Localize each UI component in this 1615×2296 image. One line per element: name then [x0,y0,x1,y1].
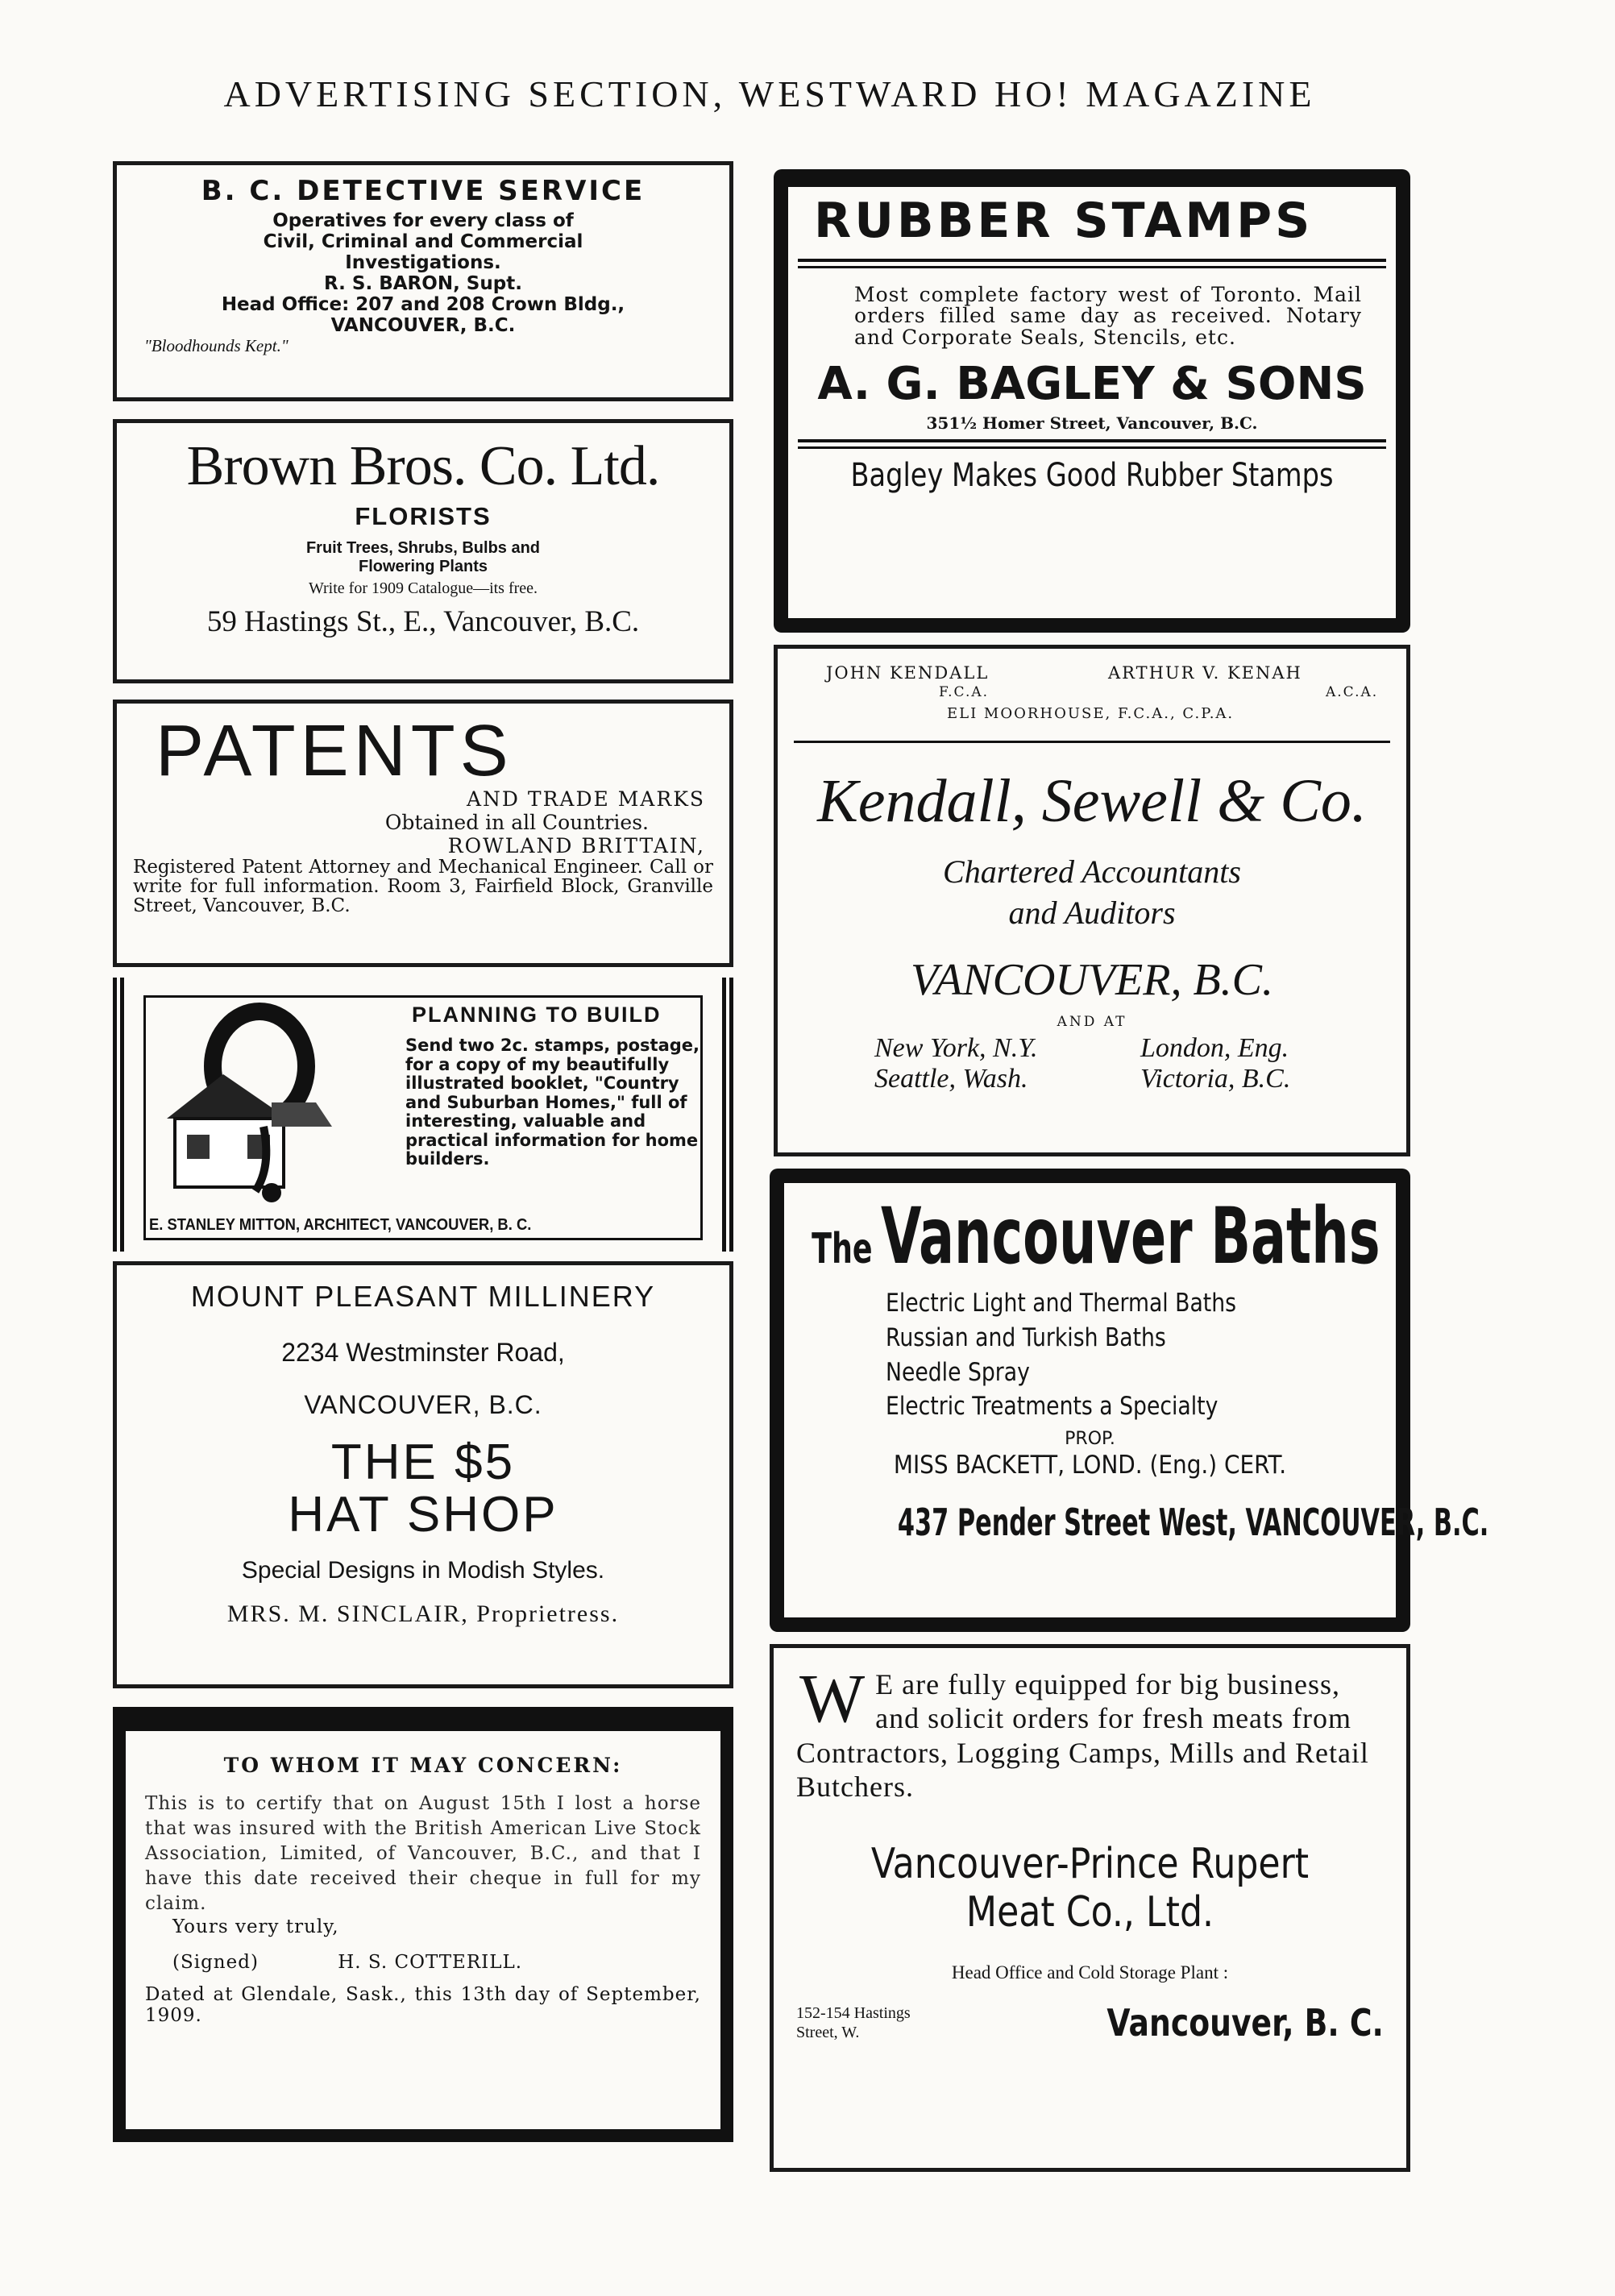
ad-address: 2234 Westminster Road, [281,1338,565,1367]
office-location: Seattle, Wash. [874,1064,1028,1094]
ad-company: A. G. BAGLEY & SONS [817,357,1367,410]
baths-service: Electric Light and Thermal Baths [886,1289,1237,1318]
ad-vancouver-baths [770,1169,1489,1632]
ad-text: Obtained in all Countries. [384,811,649,834]
street-address: Street, W. [796,2023,860,2041]
ad-text: Write for 1909 Catalogue—its free. [308,579,538,597]
ad-title: B. C. DETECTIVE SERVICE [201,175,646,207]
dropcap: W [799,1659,866,1737]
ad-headline: THE $5 [330,1434,516,1490]
ad-address: 59 Hastings St., E., Vancouver, B.C. [206,605,640,638]
ad-meat-company [770,1644,1410,2172]
ad-to-whom-it-may-concern [113,1707,733,2142]
baths-proprietor: MISS BACKETT, LOND. (Eng.) CERT. [893,1451,1287,1480]
ad-footer: E. STANLEY MITTON, ARCHITECT, VANCOUVER, B. C. [149,1216,532,1234]
ad-tagline: "Bloodhounds Kept." [144,336,289,355]
ad-tagline: Special Designs in Modish Styles. [241,1557,605,1584]
ad-body: for fresh meats from Contractors, Logging Camps, Mills and Retail Butchers. [796,1702,1369,1804]
partner-name: ELI MOORHOUSE, F.C.A., C.P.A. [947,705,1235,722]
ad-tagline: Bagley Makes Good Rubber Stamps [850,456,1334,494]
ad-rubber-stamps [774,169,1410,633]
ad-title: TO WHOM IT MAY CONCERN: [223,1754,623,1777]
ad-signed: (Signed) [172,1952,259,1974]
firm-city: VANCOUVER, B.C. [910,955,1274,1005]
ad-patents [113,700,733,967]
ad-city: VANCOUVER, B.C. [304,1390,542,1419]
ad-planning-to-build [113,978,733,1252]
ad-title: RUBBER STAMPS [814,193,1314,249]
ad-text: ROWLAND BRITTAIN, [447,834,705,857]
partner-name: JOHN KENDALL [826,663,990,683]
page-header: ADVERTISING SECTION, WESTWARD HO! MAGAZINE [223,73,1316,114]
ad-title: PLANNING TO BUILD [412,1003,662,1027]
baths-service: Needle Spray [886,1357,1030,1387]
ad-text: Civil, Criminal and Commercial [263,231,583,252]
ad-closing: Yours very truly, [172,1916,339,1938]
partner-credential: F.C.A. [939,684,990,700]
ad-text: Flowering Plants [358,558,488,575]
ad-proprietor: MRS. M. SINCLAIR, Proprietress. [226,1601,620,1628]
ad-title: Brown Bros. Co. Ltd. [186,435,660,497]
house-illustration-icon [151,1006,344,1207]
ad-title: PATENTS [156,711,513,791]
firm-name: Kendall, Sewell & Co. [817,767,1367,835]
ad-subtitle: FLORISTS [355,502,492,530]
ad-dated: Dated at Glendale, Sask., this 13th day of September, 1909. [145,1984,701,2027]
company-name: Meat Co., Ltd. [965,1887,1214,1937]
street-address: 152-154 Hastings [796,2003,911,2022]
ad-title: MOUNT PLEASANT MILLINERY [190,1280,656,1313]
ad-body: Registered Patent Attorney and Mechanical Engineer. Call or write for full information. Room 3, Fairfield Block, Granville Street, Vancouver, B.C. [133,857,713,917]
office-label: Head Office and Cold Storage Plant : [951,1962,1229,1983]
baths-service: Russian and Turkish Baths [886,1322,1166,1352]
ad-detective-service [113,161,733,401]
ad-headline: HAT SHOP [288,1487,558,1543]
ad-text: Investigations. [345,252,501,273]
company-name: Vancouver-Prince Rupert [870,1839,1310,1888]
baths-prop-label: PROP. [1065,1429,1115,1450]
baths-title-prefix: The [812,1225,873,1273]
partner-credential: A.C.A. [1326,684,1379,700]
company-city: Vancouver, B. C. [1106,2000,1384,2045]
ad-text: VANCOUVER, B.C. [330,315,516,336]
ad-body-lead: E are fully equipped for big business, and solicit orders [875,1668,1341,1735]
baths-address: 437 Pender Street West, VANCOUVER, B.C. [897,1501,1489,1545]
firm-description: Chartered Accountants [943,853,1241,890]
ad-text: R. S. BARON, Supt. [324,273,522,294]
office-location: Victoria, B.C. [1140,1064,1291,1094]
partner-name: ARTHUR V. KENAH [1108,663,1302,683]
ad-body: This is to certify that on August 15th I lost a horse that was insured with the British American Live Stock Association, Limited, of Vancouver, B.C., and that I have this date received their cheque in full for my claim. [145,1793,701,1915]
baths-title-main: Vancouver Baths [880,1191,1380,1281]
ad-signer: H. S. COTTERILL. [338,1952,523,1974]
ad-body: Most complete factory west of Toronto. Mail orders filled same day as received. Notary and Corporate Seals, Stencils, etc. [854,283,1362,349]
and-at-label: AND AT [1057,1014,1127,1030]
office-location: New York, N.Y. [874,1033,1038,1063]
ad-text: Operatives for every class of [272,210,574,231]
ad-kendall-sewell [774,645,1410,1156]
ad-text: Head Office: 207 and 208 Crown Bldg., [221,294,625,315]
ad-brown-bros [113,419,733,683]
ad-body: Send two 2c. stamps, postage, for a copy of my beautifully illustrated booklet, "Country and Suburban Homes," full of interesting, valuable and practical information for home builders. [405,1036,700,1169]
ad-millinery [113,1261,733,1688]
office-location: London, Eng. [1140,1033,1289,1063]
baths-title [799,1191,1381,1281]
ad-text: AND TRADE MARKS [467,787,705,811]
baths-service: Electric Treatments a Specialty [886,1392,1219,1422]
ad-address: 351½ Homer Street, Vancouver, B.C. [926,413,1258,433]
firm-description: and Auditors [1008,895,1176,931]
ad-text: Fruit Trees, Shrubs, Bulbs and [305,539,541,557]
